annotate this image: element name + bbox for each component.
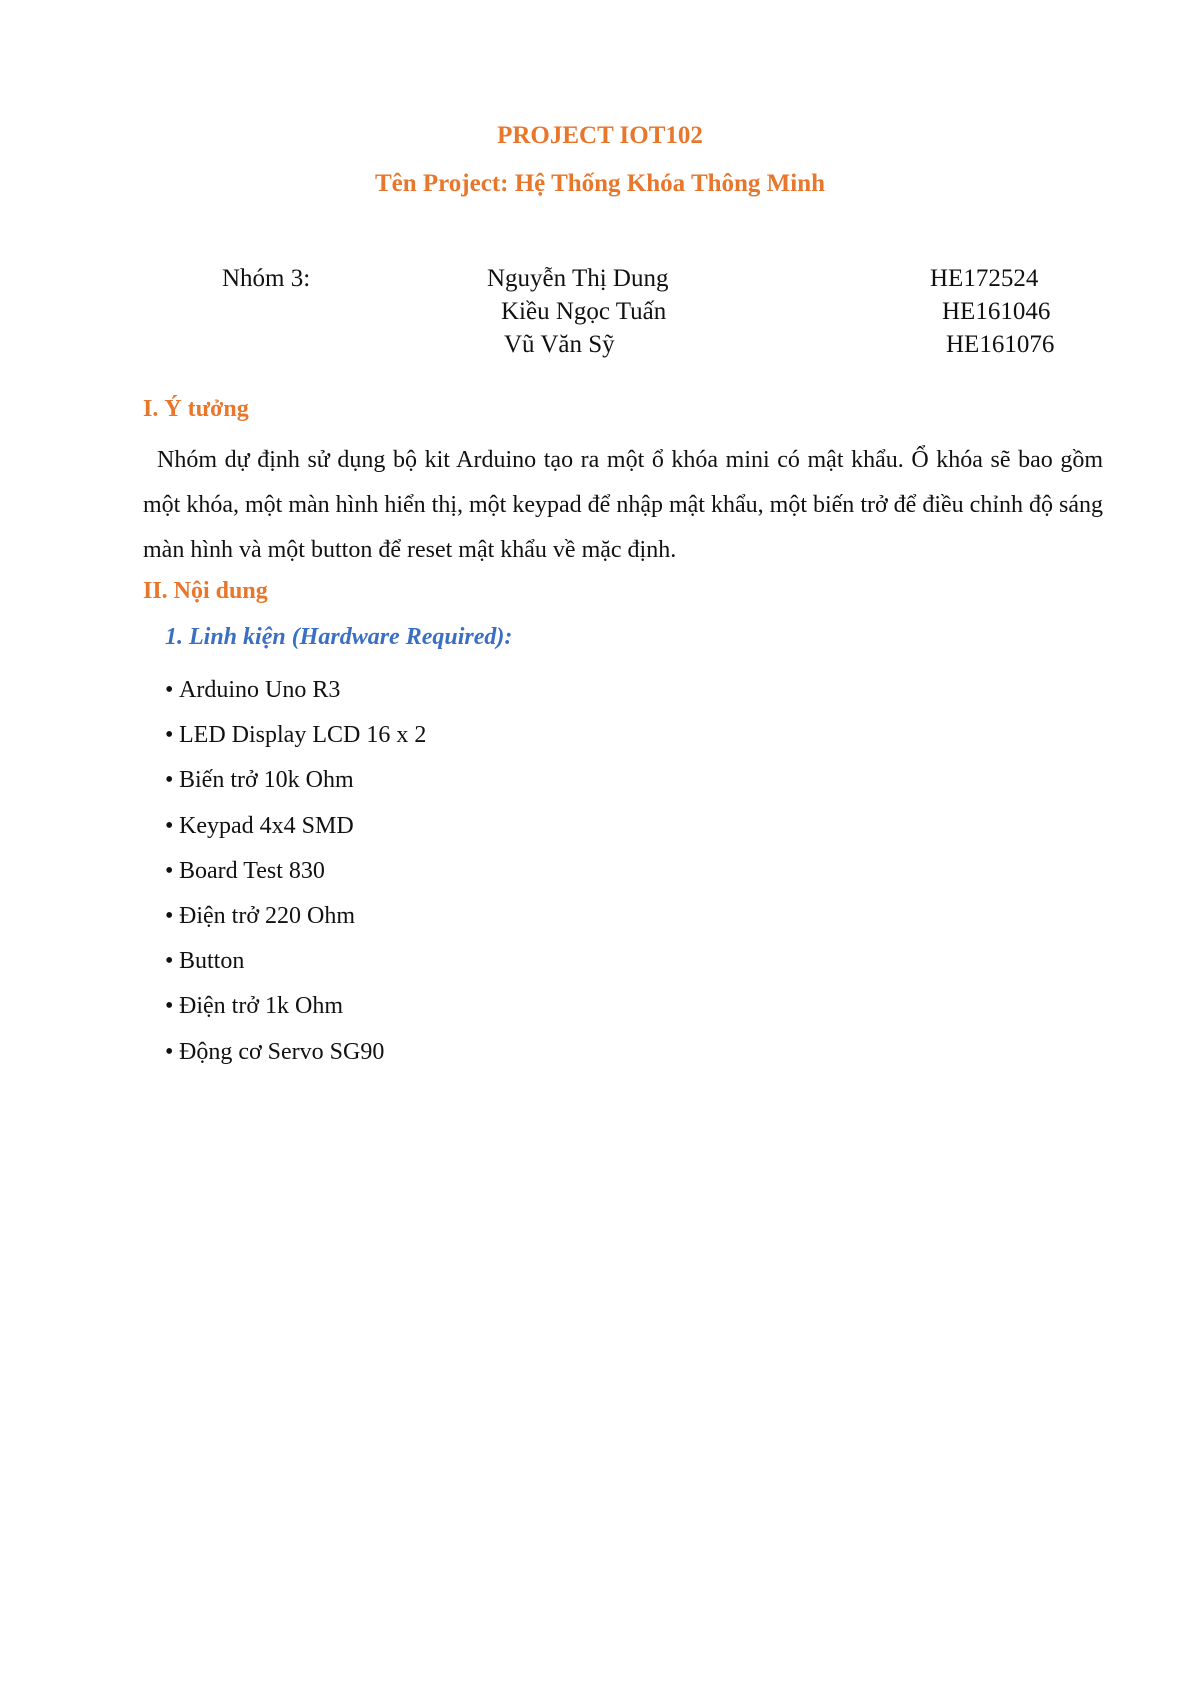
idea-paragraph-text: Nhóm dự định sử dụng bộ kit Arduino tạo ra một ổ khóa mini có mật khẩu. Ổ khóa sẽ bao gồm một khóa, một màn hình hiển thị, một keypad để nhập mật khẩu, một biến trở để điều chỉnh độ sáng màn hình và một button để reset mật khẩu về mặc định. bbox=[143, 447, 1103, 563]
list-item-label: Điện trở 1k Ohm bbox=[179, 993, 344, 1020]
bullet-glyph: • bbox=[165, 812, 174, 839]
bullet-glyph: • bbox=[165, 722, 174, 749]
bullet-glyph: • bbox=[165, 677, 174, 703]
list-item bbox=[165, 894, 426, 939]
list-item bbox=[165, 984, 426, 1029]
bullet-glyph: • bbox=[165, 993, 174, 1020]
list-item bbox=[165, 758, 426, 803]
list-item bbox=[165, 668, 426, 713]
section-heading-content: II. Nội dung bbox=[143, 578, 268, 604]
list-item bbox=[165, 804, 426, 849]
bullet-glyph: • bbox=[165, 948, 174, 975]
list-item bbox=[165, 849, 426, 894]
list-item-label: Động cơ Servo SG90 bbox=[179, 1038, 385, 1065]
list-item-label: Arduino Uno R3 bbox=[179, 677, 341, 703]
bullet-glyph: • bbox=[165, 767, 174, 794]
idea-paragraph bbox=[143, 438, 1103, 573]
member-id: HE172524 bbox=[930, 265, 1039, 292]
list-item-label: Keypad 4x4 SMD bbox=[179, 812, 354, 839]
team-label: Nhóm 3: bbox=[222, 265, 311, 292]
bullet-glyph: • bbox=[165, 857, 174, 884]
member-name: Vũ Văn Sỹ bbox=[504, 331, 615, 358]
member-name: Kiều Ngọc Tuấn bbox=[501, 298, 667, 325]
bullet-glyph: • bbox=[165, 1038, 174, 1065]
list-item-label: Biến trở 10k Ohm bbox=[179, 767, 354, 794]
list-item-label: Board Test 830 bbox=[179, 857, 325, 884]
list-item bbox=[165, 939, 426, 984]
list-item-label: Button bbox=[179, 948, 245, 975]
bullet-glyph: • bbox=[165, 902, 174, 929]
subheading-hardware: 1. Linh kiện (Hardware Required): bbox=[165, 624, 513, 650]
section-heading-idea: I. Ý tưởng bbox=[143, 396, 249, 422]
list-item bbox=[165, 713, 426, 758]
member-name: Nguyễn Thị Dung bbox=[487, 265, 669, 292]
project-name: Tên Project: Hệ Thống Khóa Thông Minh bbox=[374, 170, 826, 197]
document-title: PROJECT IOT102 bbox=[497, 122, 703, 149]
hardware-list bbox=[165, 668, 426, 1075]
member-id: HE161076 bbox=[946, 331, 1055, 358]
list-item-label: Điện trở 220 Ohm bbox=[179, 902, 356, 929]
member-id: HE161046 bbox=[942, 298, 1051, 325]
list-item bbox=[165, 1030, 426, 1075]
list-item-label: LED Display LCD 16 x 2 bbox=[179, 722, 427, 749]
